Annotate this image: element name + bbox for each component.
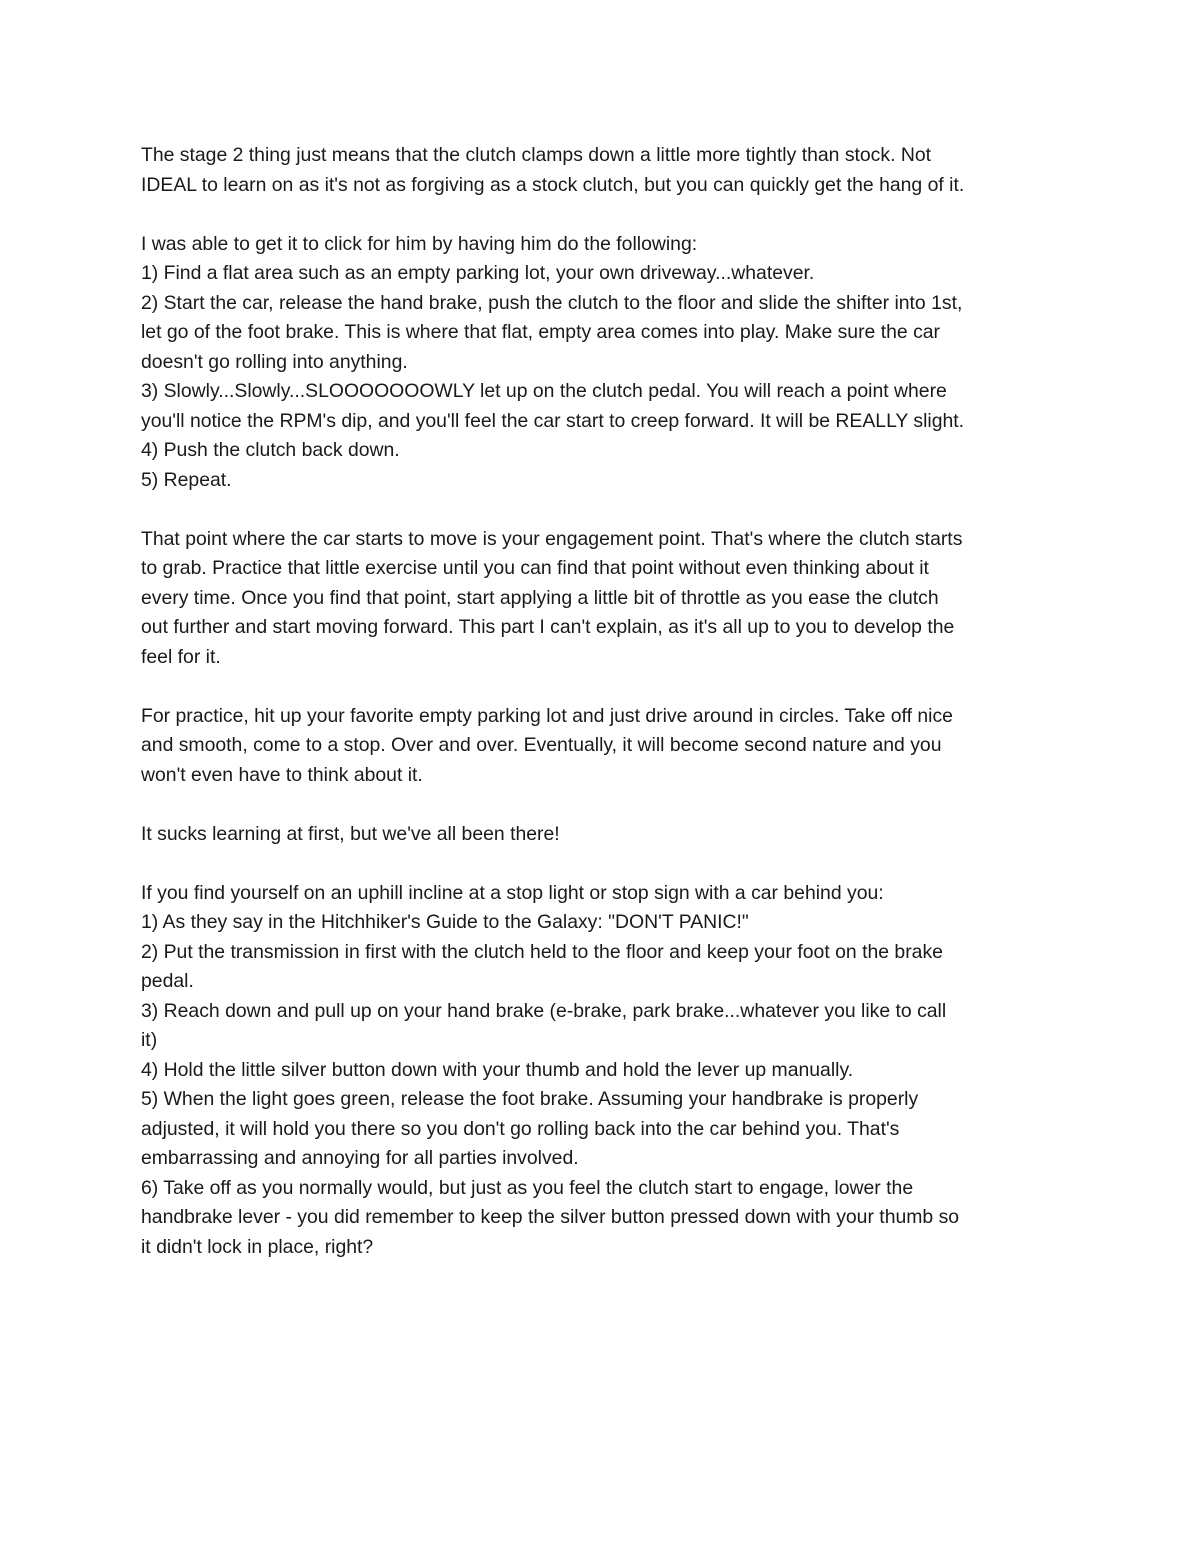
text-line: IDEAL to learn on as it's not as forgiving as a stock clutch, but you can quickly get the hang of it. bbox=[141, 173, 965, 196]
text-line: let go of the foot brake. This is where that flat, empty area comes into play. Make sure the car bbox=[141, 321, 941, 343]
text-line: won't even have to think about it. bbox=[141, 763, 423, 786]
paragraph-spacer bbox=[141, 495, 1071, 525]
text-line: 1) Find a flat area such as an empty parking lot, your own driveway...whatever. bbox=[141, 262, 815, 284]
text-line: 4) Push the clutch back down. bbox=[141, 439, 400, 461]
paragraph-spacer bbox=[141, 790, 1071, 820]
paragraph bbox=[141, 141, 1071, 200]
text-line: out further and start moving forward. This part I can't explain, as it's all up to you to develop the bbox=[141, 616, 955, 638]
document-body bbox=[141, 141, 1071, 1262]
text-line: 3) Slowly...Slowly...SLOOOOOOOWLY let up on the clutch pedal. You will reach a point where bbox=[141, 380, 947, 402]
text-line: The stage 2 thing just means that the clutch clamps down a little more tightly than stock. Not bbox=[141, 144, 932, 166]
paragraph-spacer bbox=[141, 849, 1071, 879]
text-line: feel for it. bbox=[141, 645, 221, 668]
paragraph bbox=[141, 525, 1071, 673]
text-line: 5) When the light goes green, release the foot brake. Assuming your handbrake is properly bbox=[141, 1088, 919, 1110]
text-line: 3) Reach down and pull up on your hand brake (e-brake, park brake...whatever you like to call bbox=[141, 999, 947, 1022]
paragraph bbox=[141, 230, 1071, 496]
paragraph bbox=[141, 879, 1071, 1263]
text-line: to grab. Practice that little exercise until you can find that point without even thinking about it bbox=[141, 557, 929, 579]
paragraph bbox=[141, 702, 1071, 791]
text-line: 2) Put the transmission in first with the clutch held to the floor and keep your foot on the brake bbox=[141, 940, 943, 963]
text-line: embarrassing and annoying for all parties involved. bbox=[141, 1147, 579, 1169]
text-line: and smooth, come to a stop. Over and over. Eventually, it will become second nature and you bbox=[141, 734, 942, 756]
text-line: 5) Repeat. bbox=[141, 468, 232, 491]
paragraph-spacer bbox=[141, 672, 1071, 702]
text-line: it) bbox=[141, 1029, 158, 1051]
text-line: 1) As they say in the Hitchhiker's Guide to the Galaxy: "DON'T PANIC!" bbox=[141, 911, 749, 933]
text-line: it didn't lock in place, right? bbox=[141, 1235, 374, 1258]
text-line: That point where the car starts to move is your engagement point. That's where the clutch starts bbox=[141, 527, 963, 550]
text-line: It sucks learning at first, but we've all been there! bbox=[141, 822, 560, 845]
text-line: you'll notice the RPM's dip, and you'll feel the car start to creep forward. It will be REALLY slight. bbox=[141, 409, 965, 432]
text-line: doesn't go rolling into anything. bbox=[141, 350, 408, 373]
text-line: I was able to get it to click for him by having him do the following: bbox=[141, 232, 698, 255]
text-line: 6) Take off as you normally would, but just as you feel the clutch start to engage, lower the bbox=[141, 1176, 914, 1199]
text-line: pedal. bbox=[141, 970, 194, 992]
text-line: If you find yourself on an uphill incline at a stop light or stop sign with a car behind you: bbox=[141, 881, 884, 904]
text-line: For practice, hit up your favorite empty parking lot and just drive around in circles. Take off nice bbox=[141, 704, 953, 727]
paragraph-spacer bbox=[141, 200, 1071, 230]
text-line: handbrake lever - you did remember to keep the silver button pressed down with your thumb so bbox=[141, 1206, 960, 1228]
text-line: 2) Start the car, release the hand brake, push the clutch to the floor and slide the shifter into 1st, bbox=[141, 291, 963, 314]
text-line: every time. Once you find that point, start applying a little bit of throttle as you ease the clutch bbox=[141, 586, 939, 609]
paragraph bbox=[141, 820, 1071, 850]
text-line: adjusted, it will hold you there so you don't go rolling back into the car behind you. That's bbox=[141, 1117, 900, 1140]
text-line: 4) Hold the little silver button down with your thumb and hold the lever up manually. bbox=[141, 1058, 854, 1081]
